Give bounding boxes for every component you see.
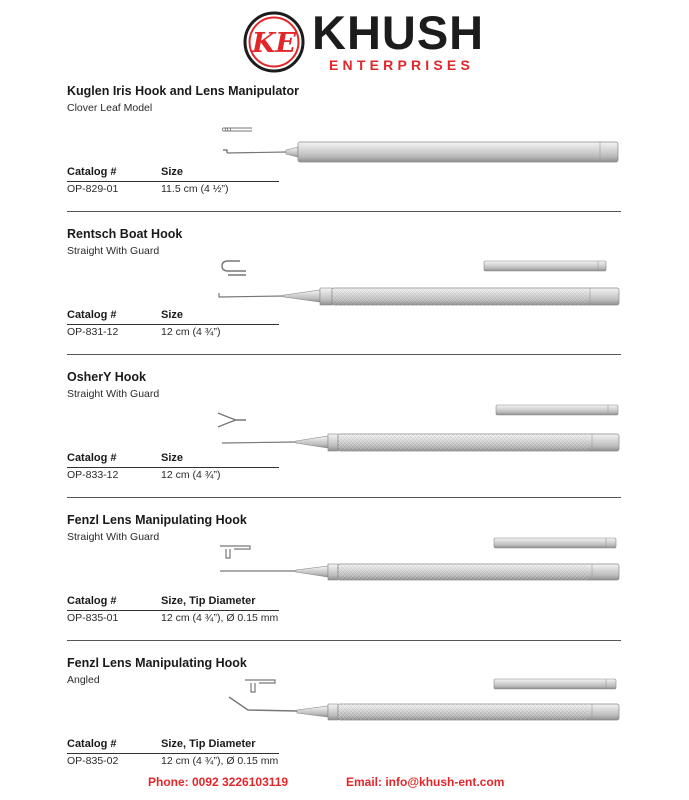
- product-title: OsherY Hook: [67, 370, 146, 384]
- logo-initials: KE: [251, 28, 297, 59]
- brand-name: KHUSH: [312, 6, 485, 59]
- size-header: Size: [161, 166, 184, 178]
- catalog-header: Catalog #: [67, 738, 117, 750]
- spec-divider: [67, 324, 279, 325]
- size-value: 11.5 cm (4 ½”): [161, 183, 229, 195]
- section-divider: [67, 497, 621, 498]
- product-subtitle: Straight With Guard: [67, 388, 160, 400]
- brand-tagline: ENTERPRISES: [329, 57, 474, 73]
- product-subtitle: Straight With Guard: [67, 531, 160, 543]
- catalog-number: OP-833-12: [67, 469, 119, 481]
- product-subtitle: Clover Leaf Model: [67, 102, 153, 114]
- catalog-number: OP-829-01: [67, 183, 119, 195]
- catalog-header: Catalog #: [67, 309, 117, 321]
- header: [0, 0, 689, 80]
- email-address[interactable]: Email: info@khush-ent.com: [346, 775, 505, 789]
- catalog-number: OP-835-02: [67, 755, 119, 767]
- spec-divider: [67, 181, 279, 182]
- section-divider: [67, 211, 621, 212]
- spec-divider: [67, 467, 279, 468]
- size-header: Size: [161, 452, 184, 464]
- phone-number[interactable]: Phone: 0092 3226103119: [148, 775, 289, 789]
- catalog-header: Catalog #: [67, 452, 117, 464]
- size-value: 12 cm (4 ¾”): [161, 326, 221, 338]
- spec-divider: [67, 753, 279, 754]
- size-tip-header: Size, Tip Diameter: [161, 595, 256, 607]
- size-value: 12 cm (4 ¾”), Ø 0.15 mm: [161, 755, 279, 767]
- catalog-header: Catalog #: [67, 166, 117, 178]
- section-divider: [67, 640, 621, 641]
- product-fenzl-angled: [0, 656, 689, 774]
- footer-contact: [0, 775, 689, 795]
- product-title: Rentsch Boat Hook: [67, 227, 183, 241]
- catalog-number: OP-835-01: [67, 612, 119, 624]
- product-kuglen-iris-hook: [0, 84, 689, 212]
- product-subtitle: Angled: [67, 674, 100, 686]
- size-value: 12 cm (4 ¾”), Ø 0.15 mm: [161, 612, 279, 624]
- size-tip-header: Size, Tip Diameter: [161, 738, 256, 750]
- product-fenzl-straight: [0, 513, 689, 641]
- product-rentsch-boat-hook: [0, 227, 689, 355]
- catalog-header: Catalog #: [67, 595, 117, 607]
- size-header: Size: [161, 309, 184, 321]
- size-value: 12 cm (4 ¾”): [161, 469, 221, 481]
- product-title: Kuglen Iris Hook and Lens Manipulator: [67, 84, 299, 98]
- product-osher-y-hook: [0, 370, 689, 498]
- catalog-number: OP-831-12: [67, 326, 119, 338]
- product-subtitle: Straight With Guard: [67, 245, 160, 257]
- product-title: Fenzl Lens Manipulating Hook: [67, 656, 247, 670]
- spec-divider: [67, 610, 279, 611]
- section-divider: [67, 354, 621, 355]
- product-title: Fenzl Lens Manipulating Hook: [67, 513, 247, 527]
- brand-logo: [243, 11, 305, 73]
